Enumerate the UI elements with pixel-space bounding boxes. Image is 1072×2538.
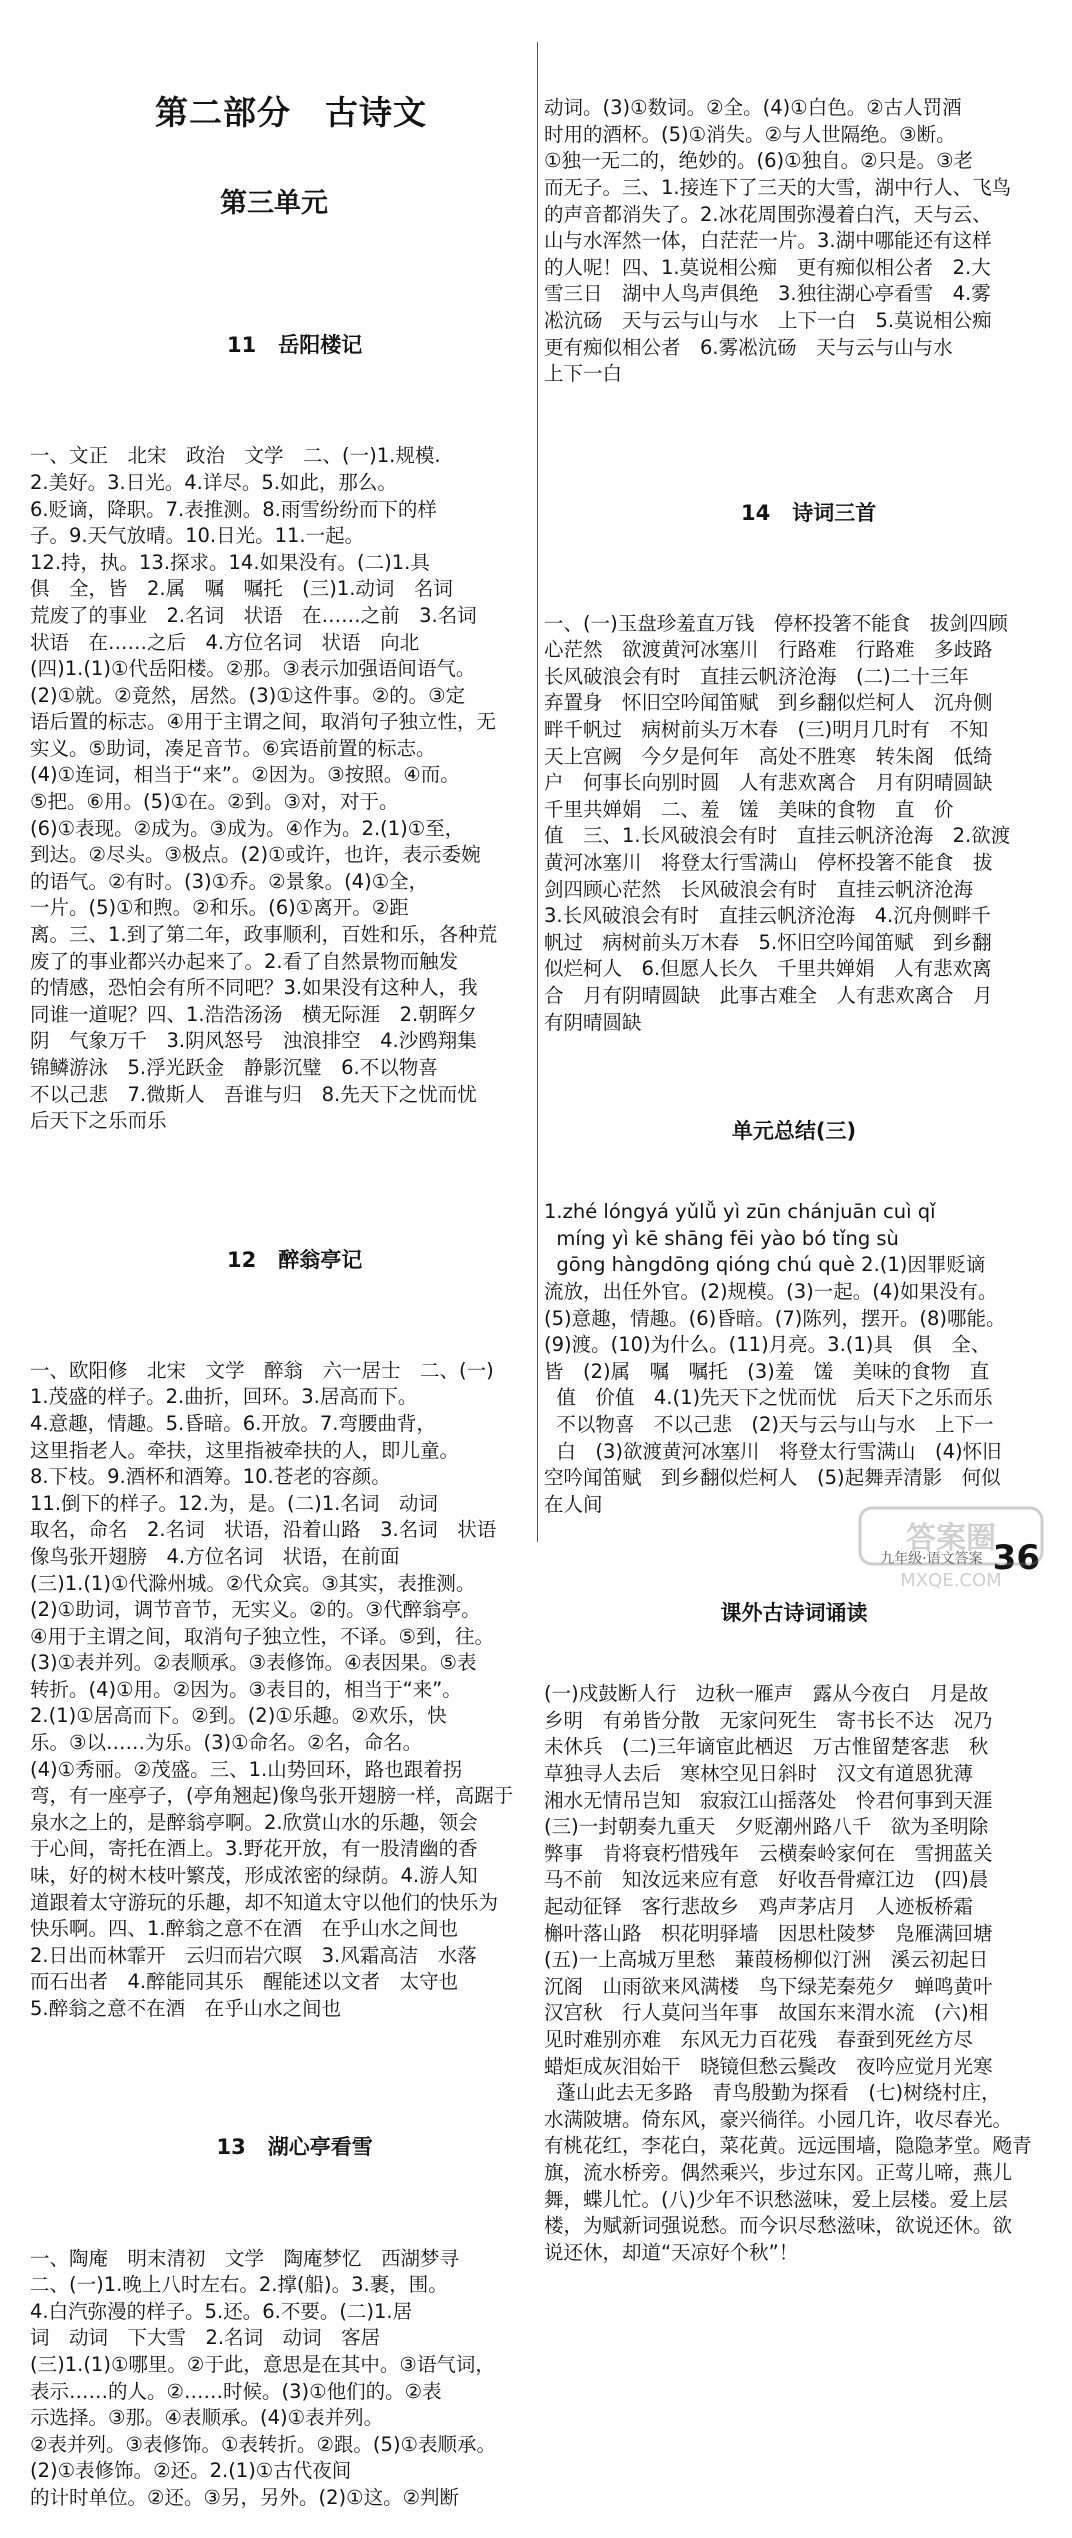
text-line: 起动征铎 客行悲故乡 鸡声茅店月 人迹板桥霜 [544,1895,974,1918]
text-line: 千里共婵娟 二、羞 馐 美味的食物 直 价 [544,797,954,821]
text-line: ④用于主谓之间，取消句子独立性，不译。⑤到，往。 [30,1624,494,1648]
text-line: 1.zhé lóngyá yǔlǚ yì zūn chánjuān cuì qǐ [544,1200,936,1224]
text-line: 说还休，却道“天凉好个秋”！ [544,2240,799,2264]
section-name: 湖心亭看雪 [267,2135,373,2160]
text-line: 湘水无情吊岂知 寂寂江山摇落处 怜君何事到天涯 [544,1788,993,1812]
text-line: (四)1.(1)①代岳阳楼。②那。③表示加强语间语气。 [30,657,476,681]
text-line: 而无子。三、1.接连下了三天的大雪，湖中行人、飞鸟 [544,175,1012,199]
svg-text:答案圈: 答案圈 [906,1521,996,1556]
text-line: 锦鳞游泳 5.浮光跃金 静影沉璧 6.不以物喜 [30,1056,438,1079]
text-line: (9)渡。(10)为什么。(11)月亮。3.(1)具 俱 全、 [544,1333,991,1357]
right-column [544,42,1044,2293]
text-line: 废了的事业都兴办起来了。2.看了自然景物而触发 [30,949,459,973]
text-line: 4.意趣，情趣。5.昏暗。6.开放。7.弯腰曲背， [30,1411,436,1435]
section-number: 12 [227,1247,257,1272]
text-line: (2)①助词，调节音节，无实义。②的。③代醉翁亭。 [30,1598,481,1622]
text-line: 11.倒下的样子。12.为，是。(二)1.名词 动词 [30,1491,438,1515]
text-line: 白 (3)欲渡黄河冰塞川 将登太行雪满山 (4)怀旧 [544,1439,1002,1463]
text-line: (6)①表现。②成为。③成为。④作为。2.(1)①至， [30,816,465,840]
text-line: 蓬山此去无多路 青鸟殷勤为探看 (七)树绕村庄， [544,2081,1001,2105]
section-name: 醉翁亭记 [278,1247,363,1272]
text-line: 状语 在……之后 4.方位名词 状语 向北 [30,630,420,654]
section-name: 岳阳楼记 [278,333,363,358]
text-line: 2.日出而林霏开 云归而岩穴暝 3.风霜高洁 水落 [30,1943,477,1967]
section-body-12 [30,1358,530,2023]
text-line: 乐。③以……为乐。(3)①命名。②名，命名。 [30,1731,423,1755]
text-line: gōng hàngdōng qióng chú què 2.(1)因罪贬谪 [544,1253,986,1277]
section-title-12 [30,1215,530,1305]
text-line: 一、陶庵 明末清初 文学 陶庵梦忆 西湖梦寻 [30,2246,460,2270]
text-line: 4.白汽弥漫的样子。5.还。6.不要。(二)1.居 [30,2299,413,2323]
text-line: (五)一上高城万里愁 蒹葭杨柳似汀洲 溪云初起日 [544,1948,989,1972]
text-line: 马不前 知汝远来应有意 好收吾骨瘴江边 (四)晨 [544,1868,989,1892]
text-line: 一、欧阳修 北宋 文学 醉翁 六一居士 二、(一) [30,1358,494,1382]
text-line: 舞，蝶儿忙。(八)少年不识愁滋味，爱上层楼。爱上层 [544,2187,1008,2211]
text-line: 味，好的树木枝叶繁茂，形成浓密的绿荫。4.游人知 [30,1864,478,1888]
text-line: 道跟着太守游玩的乐趣，却不知道太守以他们的快乐为 [30,1890,499,1914]
text-line: 后天下之乐而乐 [30,1109,167,1133]
text-line: 子。9.天气放晴。10.日光。11.一起。 [30,524,365,548]
text-line: 蜡炬成灰泪始干 晓镜但愁云鬓改 夜吟应觉月光寒 [544,2054,993,2078]
text-line: 俱 全，皆 2.属 嘱 嘱托 (三)1.动词 名词 [30,577,453,601]
text-line: 上下一白 [544,362,623,386]
text-line: (一)戍鼓断人行 边秋一雁声 露从今夜白 月是故 [544,1682,989,1706]
text-line: 不以物喜 不以己悲 (2)天与云与山与水 上下一 [544,1412,994,1436]
part-title: 第二部分 古诗文 [155,93,427,133]
text-line: (4)①连词，相当于“来”。②因为。③按照。④而。 [30,763,460,787]
unit-summary-body [544,1199,1044,1518]
text-line: 的语气。②有时。(3)①乔。②景象。(4)①全， [30,869,429,893]
text-line: (2)①表修饰。②还。2.(1)①古代夜间 [30,2459,352,2483]
text-line: 更有痴似相公者 6.雾凇沆砀 天与云与山与水 [544,335,953,359]
column-divider [537,42,538,1542]
text-line: 一、文正 北宋 政治 文学 二、(一)1.规模. [30,444,441,468]
section-number: 11 [227,333,257,358]
text-line: 心茫然 欲渡黄河冰塞川 行路难 行路难 多歧路 [544,638,993,662]
text-line: 1.茂盛的样子。2.曲折，回环。3.居高而下。 [30,1385,418,1409]
text-line: 时用的酒杯。(5)①消失。②与人世隔绝。③断。 [544,122,956,146]
text-line: 这里指老人。牵扶，这里指被牵扶的人，即儿童。 [30,1438,460,1462]
text-line: 一、(一)玉盘珍羞直万钱 停杯投箸不能食 拔剑四顾 [544,611,1008,635]
text-line: 表示……的人。②……时候。(3)①他们的。②表 [30,2379,442,2403]
text-line: 长风破浪会有时 直挂云帆济沧海 (二)二十三年 [544,664,969,688]
text-line: 像鸟张开翅膀 4.方位名词 状语，在前面 [30,1544,400,1568]
text-line: 沉阁 山雨欲来风满楼 鸟下绿芜秦苑夕 蝉鸣黄叶 [544,1974,993,1998]
section-body-11 [30,443,530,1134]
unit-title: 第三单元 [220,188,328,220]
text-line: 同谁一道呢？四、1.浩浩汤汤 横无际涯 2.朝晖夕 [30,1002,477,1026]
text-line: (三)1.(1)①代滁州城。②代众宾。③其实，表推测。 [30,1571,476,1595]
left-column [30,40,530,2538]
section-body-14 [544,611,1044,1037]
text-line: 流放，出任外官。(2)规模。(3)一起。(4)如果没有。 [544,1279,998,1303]
section-body-13-continued [544,95,1044,388]
section-body-13 [30,2246,530,2512]
text-line: 剑四顾心茫然 长风破浪会有时 直挂云帆济沧海 [544,877,974,901]
section-title-11 [30,300,530,390]
text-line: 语后置的标志。④用于主谓之间，取消句子独立性，无 [30,710,496,734]
text-line: 6.贬谪，降职。7.表推测。8.雨雪纷纷而下的样 [30,497,437,521]
text-line: 词 动词 下大雪 2.名词 动词 客居 [30,2326,381,2350]
text-line: 见时难别亦难 东风无力百花残 春蚕到死丝方尽 [544,2027,974,2051]
text-line: 弯，有一座亭子，(亭角翘起)像鸟张开翅膀一样，高踞于 [30,1784,514,1808]
text-line: 有桃花红，李花白，菜花黄。远远围墙，隐隐茅堂。飏青 [544,2134,1032,2158]
text-line: 5.醉翁之意不在酒 在乎山水之间也 [30,1997,342,2020]
text-line: 凇沆砀 天与云与山与水 上下一白 5.莫说相公痴 [544,308,992,332]
text-line: 似烂柯人 6.但愿人长久 千里共婵娟 人有悲欢离 [544,957,992,981]
text-line: 2.美好。3.日光。4.详尽。5.如此，那么。 [30,470,397,494]
text-line: 二、(一)1.晚上八时左右。2.撑(船)。3.裹，围。 [30,2273,448,2297]
text-line: 山与水浑然一体，白茫茫一片。3.湖中哪能还有这样 [544,229,992,253]
section-name: 诗词三首 [792,500,877,525]
text-line: 帆过 病树前头万木春 5.怀旧空吟闻笛赋 到乡翻 [544,930,992,954]
text-line: 楼，为赋新词强说愁。而今识尽愁滋味，欲说还休。欲 [544,2214,1013,2238]
text-line: (三)1.(1)①哪里。②于此，意思是在其中。③语气词， [30,2352,495,2376]
text-line: 值 三、1.长风破浪会有时 直挂云帆济沧海 2.欲渡 [544,824,1011,848]
text-line: 黄河冰塞川 将登太行雪满山 停杯投箸不能食 拔 [544,851,993,875]
section-number: 14 [741,500,771,525]
text-line: 一片。(5)①和煦。②和乐。(6)①离开。②距 [30,896,409,920]
text-line: 雪三日 湖中人鸟声俱绝 3.独往湖心亭看雪 4.雾 [544,282,991,306]
text-line: 8.下枝。9.酒杯和酒筹。10.苍老的容颜。 [30,1465,391,1489]
text-line: 汉宫秋 行人莫问当年事 故国东来渭水流 (六)相 [544,2001,989,2025]
extra-poems-title: 课外古诗词诵读 [720,1601,868,1626]
text-line: 取名，命名 2.名词 状语，沿着山路 3.名词 状语 [30,1518,497,1542]
text-line: (3)①表并列。②表顺承。③表修饰。④表因果。⑤表 [30,1651,477,1675]
text-line: (5)意趣，情趣。(6)昏暗。(7)陈列，摆开。(8)哪能。 [544,1306,1006,1330]
footer-label: 九年级·语文答案 [880,1551,983,1567]
text-line: 值 价值 4.(1)先天下之忧而忧 后天下之乐而乐 [544,1386,993,1410]
text-line: 3.长风破浪会有时 直挂云帆济沧海 4.沉舟侧畔千 [544,904,991,928]
text-line: 槲叶落山路 枳花明驿墙 因思杜陵梦 凫雁满回塘 [544,1921,993,1945]
text-line: 户 何事长向别时圆 人有悲欢离合 月有阴晴圆缺 [544,771,993,795]
page-number: 36 [992,1538,1040,1578]
text-line: (2)①就。②竟然，居然。(3)①这件事。②的。③定 [30,683,466,707]
text-line: 到达。②尽头。③极点。(2)①或许，也许，表示委婉 [30,843,481,867]
text-line: 畔千帆过 病树前头万木春 (三)明月几时有 不知 [544,718,989,742]
text-line: 转折。(4)①用。②因为。③表目的，相当于“来”。 [30,1677,462,1701]
text-line: 2.(1)①居高而下。②到。(2)①乐趣。②欢乐，快 [30,1704,447,1728]
text-line: 空吟闻笛赋 到乡翻似烂柯人 (5)起舞弄清影 何似 [544,1466,1001,1490]
text-line: 天上宫阙 今夕是何年 高处不胜寒 转朱阁 低绮 [544,744,993,768]
text-line: 有阴晴圆缺 [544,1010,642,1034]
text-line: 弃置身 怀旧空吟闻笛赋 到乡翻似烂柯人 沉舟侧 [544,691,993,715]
text-line: 12.持，执。13.探求。14.如果没有。(二)1.具 [30,550,430,574]
text-line: 皆 (2)属 嘱 嘱托 (3)羞 馐 美味的食物 直 [544,1359,990,1383]
text-line: 快乐啊。四、1.醉翁之意不在酒 在乎山水之间也 [30,1917,459,1941]
text-line: 于心间，寄托在酒上。3.野花开放，有一股清幽的香 [30,1837,478,1861]
section-title-13 [30,2102,530,2192]
text-line: 合 月有阴晴圆缺 此事古难全 人有悲欢离合 月 [544,984,993,1007]
text-line: 旗，流水桥旁。偶然乘兴，步过东冈。正莺儿啼，燕儿 [544,2160,1013,2184]
text-line: 的情感，恐怕会有所不同吧？3.如果没有这种人，我 [30,976,478,1000]
text-line: ①独一无二的，绝妙的。(6)①独自。②只是。③老 [544,149,974,173]
text-line: 阴 气象万千 3.阴风怒号 浊浪排空 4.沙鸥翔集 [30,1029,477,1053]
text-line: 的计时单位。②还。③另，另外。(2)①这。②判断 [30,2485,460,2509]
text-line: ②表并列。③表修饰。①表转折。②跟。(5)①表顺承。 [30,2432,497,2456]
svg-text:MXQE.COM: MXQE.COM [900,1570,1002,1591]
text-line: 而石出者 4.醉能同其乐 醒能述以文者 太守也 [30,1970,459,1994]
text-line: 的声音都消失了。2.冰花周围弥漫着白汽，天与云、 [544,202,992,226]
extra-poems-body [544,1681,1044,2266]
text-line: 弊事 肯将衰朽惜残年 云横秦岭家何在 雪拥蓝关 [544,1841,993,1865]
text-line: 水满陂塘。倚东风，豪兴徜徉。小园几许，收尽春光。 [544,2107,1013,2131]
text-line: 实义。⑤助词，凑足音节。⑥宾语前置的标志。 [30,736,436,760]
text-line: 未休兵 (二)三年谪宦此栖迟 万古惟留楚客悲 秋 [544,1735,989,1759]
text-line: (4)①秀丽。②茂盛。三、1.山势回环，路也跟着拐 [30,1757,463,1781]
text-line: míng yì kē shāng fēi yào bó tǐng sù [544,1226,899,1250]
text-line: ⑤把。⑥用。(5)①在。②到。③对，对于。 [30,790,399,814]
section-title-14 [544,468,1044,558]
text-line: 荒废了的事业 2.名词 状语 在……之前 3.名词 [30,603,477,627]
text-line: 动词。(3)①数词。②全。(4)①白色。②古人罚酒 [544,96,962,120]
section-number: 13 [216,2135,246,2160]
text-line: 示选择。③那。④表顺承。(4)①表并列。 [30,2406,384,2430]
text-line: 泉水之上的，是醉翁亭啊。2.欣赏山水的乐趣，领会 [30,1810,478,1834]
text-line: (三)一封朝奏九重天 夕贬潮州路八千 欲为圣明除 [544,1815,989,1839]
text-line: 的人呢！四、1.莫说相公痴 更有痴似相公者 2.大 [544,255,991,279]
text-line: 在人间 [544,1492,603,1516]
unit-summary-title: 单元总结(三) [731,1118,857,1143]
text-line: 离。三、1.到了第二年，政事顺利，百姓和乐，各种荒 [30,923,498,947]
text-line: 乡明 有弟皆分散 无家问死生 寄书长不达 况乃 [544,1708,993,1732]
watermark-logo [856,1500,1046,1595]
text-line: 不以己悲 7.微斯人 吾谁与归 8.先天下之忧而忧 [30,1082,477,1106]
text-line: 草独寻人去后 寒林空见日斜时 汉文有道恩犹薄 [544,1762,974,1786]
